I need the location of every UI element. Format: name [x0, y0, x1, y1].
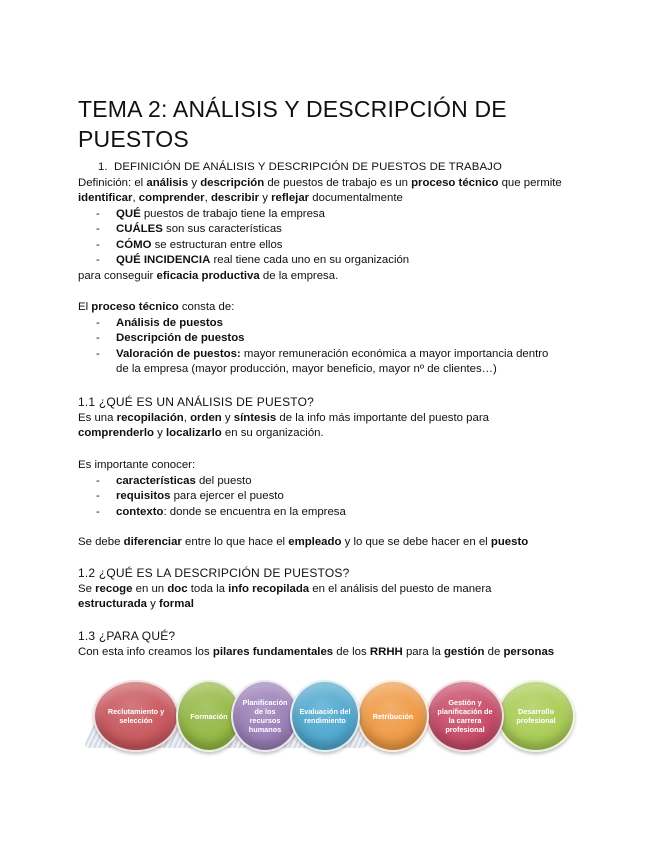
pillar-label: Evaluación del rendimiento — [299, 707, 351, 725]
paragraph-line: Se debe diferenciar entre lo que hace el empleado y lo que se debe hacer en el puesto — [78, 536, 529, 548]
section-heading: 1.2 ¿QUÉ ES LA DESCRIPCIÓN DE PUESTOS? — [78, 566, 350, 580]
pillar-label: Desarrollo profesional — [516, 707, 556, 725]
list-item: - Valoración de puestos: mayor remuneración económica a mayor importancia dentro — [78, 347, 578, 363]
process-intro: El proceso técnico consta de: — [78, 301, 235, 313]
definition-line-2: identificar, comprender, describir y reflejar documentalmente — [78, 192, 403, 204]
important-bullets — [78, 474, 578, 521]
list-item: - contexto: donde se encuentra en la empresa — [78, 505, 578, 521]
process-wrap-line: de la empresa (mayor producción, mayor beneficio, mayor nº de clientes…) — [116, 363, 497, 375]
section-1-2 — [78, 566, 578, 613]
list-item: - características del puesto — [78, 474, 578, 490]
pillar-career — [426, 680, 504, 752]
definition-closing: para conseguir eficacia productiva de la empresa. — [78, 269, 339, 282]
section-differ — [78, 535, 578, 551]
list-item: - CUÁLES son sus características — [78, 222, 578, 238]
paragraph-line: Con esta info creamos los pilares fundamentales de los RRHH para la gestión de personas — [78, 645, 555, 658]
pillar-label: Planificación de los recursos humanos — [242, 698, 288, 734]
list-item: - Análisis de puestos — [78, 316, 578, 332]
list-item: - Descripción de puestos — [78, 331, 578, 347]
section-heading: 1.1 ¿QUÉ ES UN ANÁLISIS DE PUESTO? — [78, 395, 314, 409]
page-title: TEMA 2: ANÁLISIS Y DESCRIPCIÓN DE PUESTOS — [78, 96, 507, 152]
definition-bullets — [78, 207, 578, 269]
paragraph-line: Se recoge en un doc toda la info recopilada en el análisis del puesto de manera — [78, 582, 492, 595]
section-number: 1. — [98, 161, 108, 173]
pillar-development — [497, 680, 575, 752]
section-heading-list — [78, 160, 578, 176]
pillar-label: Gestión y planificación de la carrera profesional — [437, 698, 493, 734]
pillar-recruitment — [93, 680, 179, 752]
section-1-1 — [78, 395, 578, 442]
section-process — [78, 300, 578, 378]
process-bullets — [78, 316, 578, 363]
section-1-3 — [78, 629, 578, 660]
pillar-label: Formación — [190, 711, 228, 721]
hr-pillars-diagram — [93, 677, 556, 757]
paragraph-line: Es una recopilación, orden y síntesis de la info más importante del puesto para — [78, 411, 489, 424]
list-item: - QUÉ puestos de trabajo tiene la empresa — [78, 207, 578, 223]
list-item: - CÓMO se estructuran entre ellos — [78, 238, 578, 254]
section-heading-text: DEFINICIÓN DE ANÁLISIS Y DESCRIPCIÓN DE PUESTOS DE TRABAJO — [114, 161, 502, 173]
paragraph-line: estructurada y formal — [78, 598, 194, 610]
pillar-label: Reclutamiento y selección — [107, 707, 165, 725]
pillar-compensation — [357, 680, 429, 752]
list-item: - QUÉ INCIDENCIA real tiene cada uno en su organización — [78, 253, 578, 269]
section-heading — [78, 160, 578, 176]
list-item: - requisitos para ejercer el puesto — [78, 489, 578, 505]
pillar-planning — [231, 680, 299, 752]
pillar-label: Retribución — [372, 711, 414, 721]
important-intro: Es importante conocer: — [78, 459, 196, 471]
section-important — [78, 458, 578, 520]
section-definition — [78, 160, 578, 284]
definition-line-1: Definición: el análisis y descripción de puestos de trabajo es un proceso técnico que permite — [78, 176, 562, 189]
paragraph-line: comprenderlo y localizarlo en su organización. — [78, 427, 324, 439]
pillar-evaluation — [290, 680, 360, 752]
section-heading: 1.3 ¿PARA QUÉ? — [78, 629, 176, 643]
